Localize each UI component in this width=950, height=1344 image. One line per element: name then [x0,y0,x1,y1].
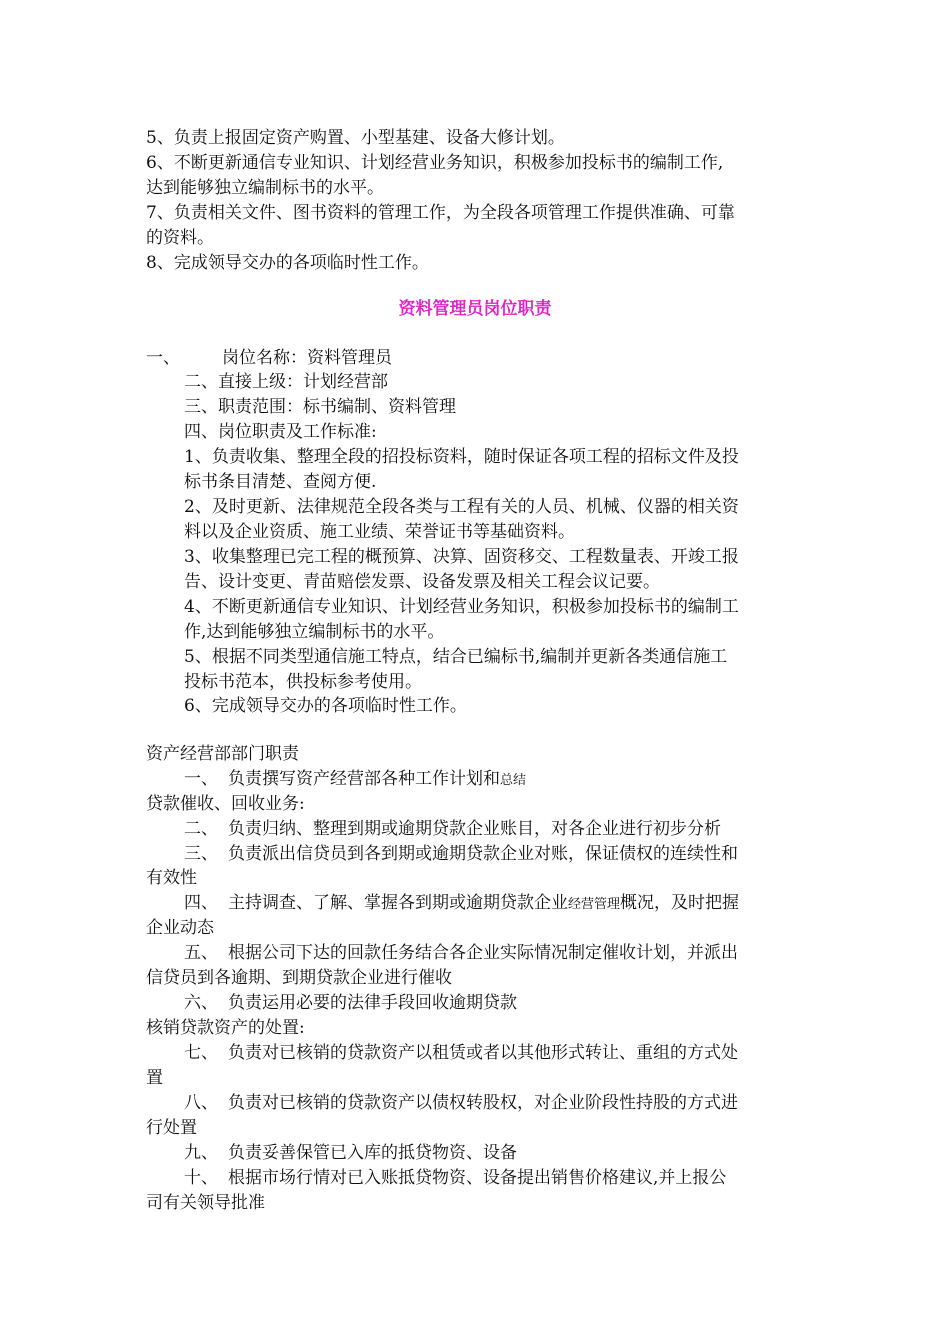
duty-line: 3、收集整理已完工程的概预算、决算、固资移交、工程数量表、开竣工报 [184,547,739,567]
duty-line-continued: 司有关领导批准 [146,1193,265,1213]
duty-line: 达到能够独立编制标书的水平。 [146,178,384,198]
subsection-heading: 核销贷款资产的处置: [146,1018,305,1038]
duty-line: 5、负责上报固定资产购置、小型基建、设备大修计划。 [146,128,565,148]
subsection-heading: 贷款催收、回收业务: [146,794,305,814]
duty-line: 二、直接上级：计划经营部 [184,372,388,392]
duty-line: 的资料。 [146,228,214,248]
position-name-line [146,346,392,370]
duty-line [184,1166,726,1190]
item-number: 四、 [184,893,218,913]
duty-line-continued: 有效性 [146,868,197,888]
duty-line: 料以及企业资质、施工业绩、荣誉证书等基础资料。 [184,522,575,542]
item-text: 根据市场行情对已入账抵贷物资、设备提出销售价格建议,并上报公 [228,1168,727,1188]
item-number: 一、 [146,348,180,368]
duty-line: 7、负责相关文件、图书资料的管理工作，为全段各项管理工作提供准确、可靠 [146,203,735,223]
duty-line: 6、不断更新通信专业知识、计划经营业务知识，积极参加投标书的编制工作, [146,153,724,173]
duty-line: 5、根据不同类型通信施工特点，结合已编标书,编制并更新各类通信施工 [184,647,728,667]
duty-line: 告、设计变更、青苗赔偿发票、设备发票及相关工程会议记要。 [184,572,660,592]
duty-line: 1、负责收集、整理全段的招投标资料，随时保证各项工程的招标文件及投 [184,447,739,467]
item-number: 十、 [184,1168,218,1188]
item-number: 八、 [184,1093,218,1113]
duty-line: 三、职责范围：标书编制、资料管理 [184,397,456,417]
item-text: 负责对已核销的贷款资产以债权转股权，对企业阶段性持股的方式进 [228,1093,738,1113]
duty-line: 作,达到能够独立编制标书的水平。 [184,622,445,642]
duty-line-continued: 行处置 [146,1118,197,1138]
item-text: 负责运用必要的法律手段回收逾期贷款 [228,993,517,1013]
item-text: 概况，及时把握 [620,893,740,913]
duty-line: 8、完成领导交办的各项临时性工作。 [146,253,429,273]
item-text: 岗位名称：资料管理员 [222,348,392,368]
duty-line [184,1091,738,1115]
duty-line [184,817,721,841]
duty-line [184,842,738,866]
duty-line: 四、岗位职责及工作标准: [184,422,377,442]
duty-line [184,991,517,1015]
item-number: 一、 [184,769,218,789]
duty-line: 2、及时更新、法律规范全段各类与工程有关的人员、机械、仪器的相关资 [184,497,739,517]
item-text-small: 总结 [500,773,527,788]
section-heading: 资产经营部部门职责 [146,744,299,764]
item-text: 负责妥善保管已入库的抵贷物资、设备 [228,1143,517,1163]
item-number: 五、 [184,943,218,963]
item-text: 负责对已核销的贷款资产以租赁或者以其他形式转让、重组的方式处 [228,1043,738,1063]
duty-line: 6、完成领导交办的各项临时性工作。 [184,696,467,716]
item-number: 六、 [184,993,218,1013]
item-text: 主持调查、了解、掌握各到期或逾期贷款企业 [228,893,568,913]
duty-line [184,891,739,917]
duty-line-continued: 置 [146,1068,163,1088]
item-number: 七、 [184,1043,218,1063]
duty-line [184,1141,517,1165]
item-text: 负责撰写资产经营部各种工作计划和 [228,769,500,789]
duty-line-continued: 企业动态 [146,918,214,938]
item-number: 九、 [184,1143,218,1163]
duty-line-continued: 信贷员到各逾期、到期贷款企业进行催收 [146,968,452,988]
item-text: 负责归纳、整理到期或逾期贷款企业账目，对各企业进行初步分析 [228,819,721,839]
duty-line [184,1041,738,1065]
duty-line: 4、不断更新通信专业知识、计划经营业务知识，积极参加投标书的编制工 [184,597,739,617]
duty-line [184,941,738,965]
item-text: 根据公司下达的回款任务结合各企业实际情况制定催收计划，并派出 [228,943,738,963]
item-text: 负责派出信贷员到各到期或逾期贷款企业对账，保证债权的连续性和 [228,844,738,864]
item-number: 三、 [184,844,218,864]
item-number: 二、 [184,819,218,839]
duty-line: 投标书范本，供投标参考使用。 [184,672,422,692]
item-text-small: 经营管理 [568,897,621,912]
duty-line: 标书条目清楚、查阅方便. [184,472,377,492]
section-title: 资料管理员岗位职责 [398,299,552,319]
duty-line [184,767,526,793]
